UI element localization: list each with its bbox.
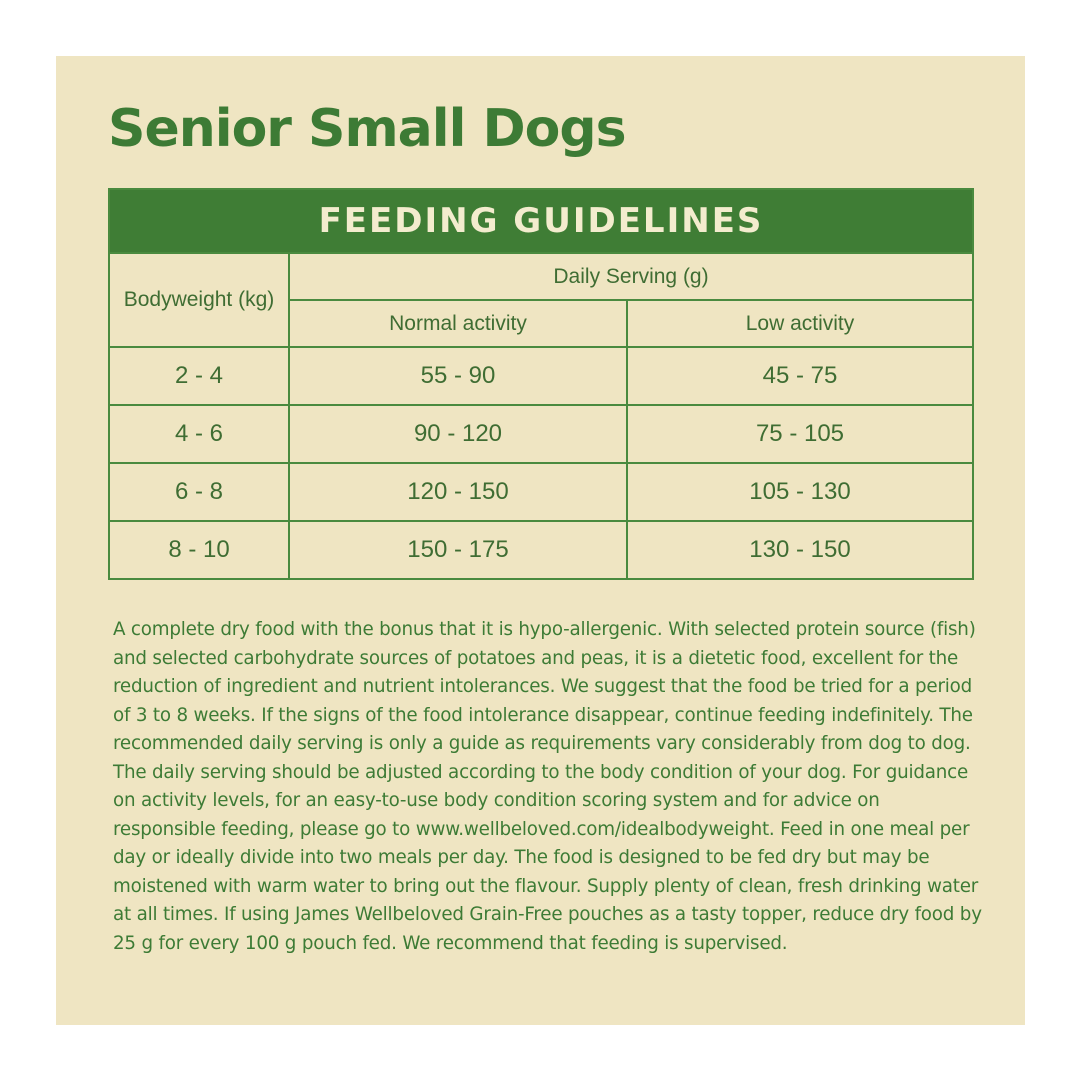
table-row xyxy=(109,347,973,405)
low-activity-cell: 75 - 105 xyxy=(627,405,973,463)
table-heading: FEEDING GUIDELINES xyxy=(109,189,973,253)
table-row xyxy=(109,521,973,579)
weight-cell: 6 - 8 xyxy=(109,463,289,521)
low-activity-cell: 45 - 75 xyxy=(627,347,973,405)
product-info-panel xyxy=(56,56,1025,1025)
page-title: Senior Small Dogs xyxy=(108,99,626,159)
weight-cell: 2 - 4 xyxy=(109,347,289,405)
low-activity-header: Low activity xyxy=(627,300,973,347)
normal-activity-cell: 90 - 120 xyxy=(289,405,627,463)
bodyweight-header: Bodyweight (kg) xyxy=(109,253,289,347)
low-activity-cell: 130 - 150 xyxy=(627,521,973,579)
daily-serving-header: Daily Serving (g) xyxy=(289,253,973,300)
table-row xyxy=(109,463,973,521)
normal-activity-cell: 150 - 175 xyxy=(289,521,627,579)
table-row xyxy=(109,405,973,463)
normal-activity-cell: 55 - 90 xyxy=(289,347,627,405)
product-description: A complete dry food with the bonus that it is hypo-allergenic. With selected protein source (fish) and selected carbohydrate sources of potatoes and peas, it is a dietetic food, excellent for the reduction of ingredient and nutrient intolerances. We suggest that the food be tried for a period of 3 to 8 weeks. If the signs of the food intolerance disappear, continue feeding indefinitely. The recommended daily serving is only a guide as requirements vary considerably from dog to dog. The daily serving should be adjusted according to the body condition of your dog. For guidance on activity levels, for an easy-to-use body condition scoring system and for advice on responsible feeding, please go to www.wellbeloved.com/idealbodyweight. Feed in one meal per day or ideally divide into two meals per day. The food is designed to be fed dry but may be moistened with warm water to bring out the flavour. Supply plenty of clean, fresh drinking water at all times. If using James Wellbeloved Grain-Free pouches as a tasty topper, reduce dry food by 25 g for every 100 g pouch fed. We recommend that feeding is supervised. xyxy=(113,619,982,954)
feeding-guidelines-table xyxy=(108,188,974,580)
low-activity-cell: 105 - 130 xyxy=(627,463,973,521)
weight-cell: 8 - 10 xyxy=(109,521,289,579)
normal-activity-cell: 120 - 150 xyxy=(289,463,627,521)
normal-activity-header: Normal activity xyxy=(289,300,627,347)
weight-cell: 4 - 6 xyxy=(109,405,289,463)
